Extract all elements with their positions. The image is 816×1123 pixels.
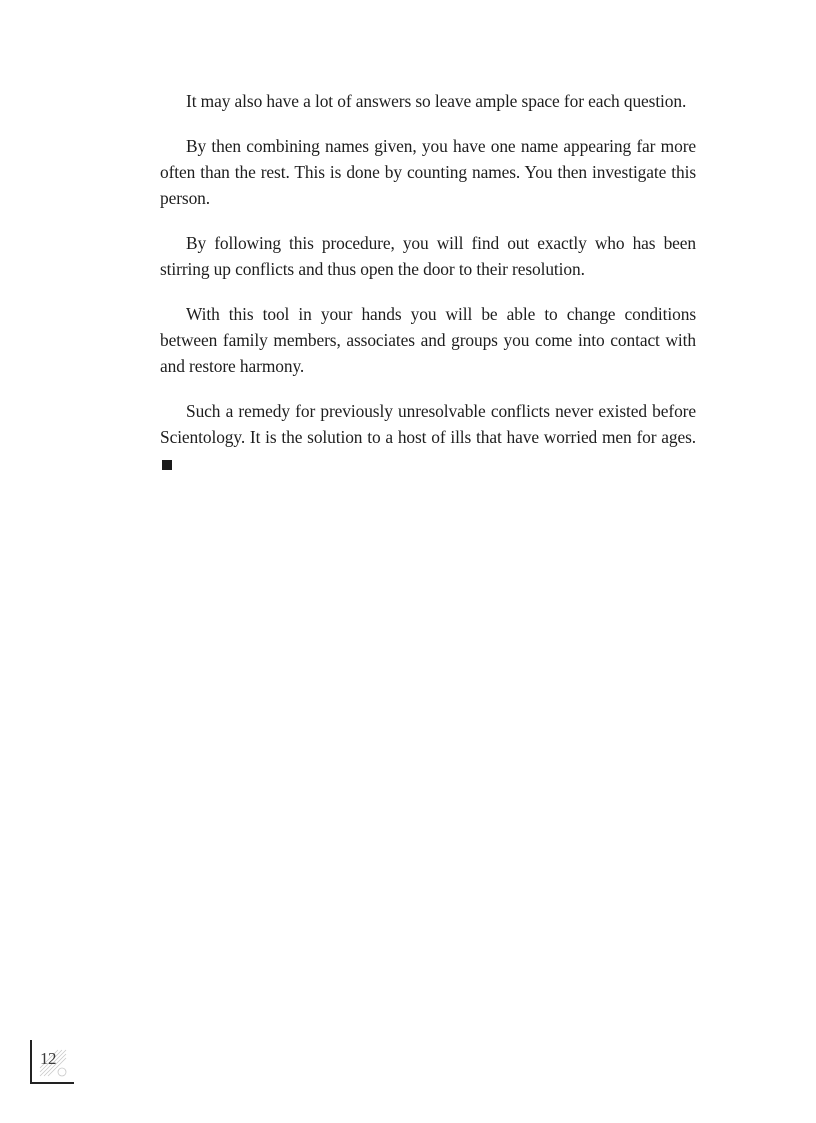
paragraph-3: By following this procedure, you will find out exactly who has been stirring up conflicts and thus open the door to their resolution. (160, 233, 696, 279)
body-text (160, 88, 696, 495)
page-number: 12 (40, 1049, 56, 1068)
paragraph-2: By then combining names given, you have one name appearing far more often than the rest. This is done by counting names. You then investigate this person. (160, 136, 696, 208)
paragraph-5-text: Such a remedy for previously unresolvable conflicts never existed before Scientology. It is the solution to a host of ills that have worried men for ages. (160, 401, 696, 447)
end-of-article-square-icon (162, 460, 172, 470)
paragraph-1: It may also have a lot of answers so leave ample space for each question. (186, 91, 687, 111)
page-number-frame (30, 1040, 74, 1084)
paragraph-5 (160, 398, 696, 476)
paragraph-4: With this tool in your hands you will be able to change conditions between family members, associates and groups you come into contact with and restore harmony. (160, 304, 696, 376)
